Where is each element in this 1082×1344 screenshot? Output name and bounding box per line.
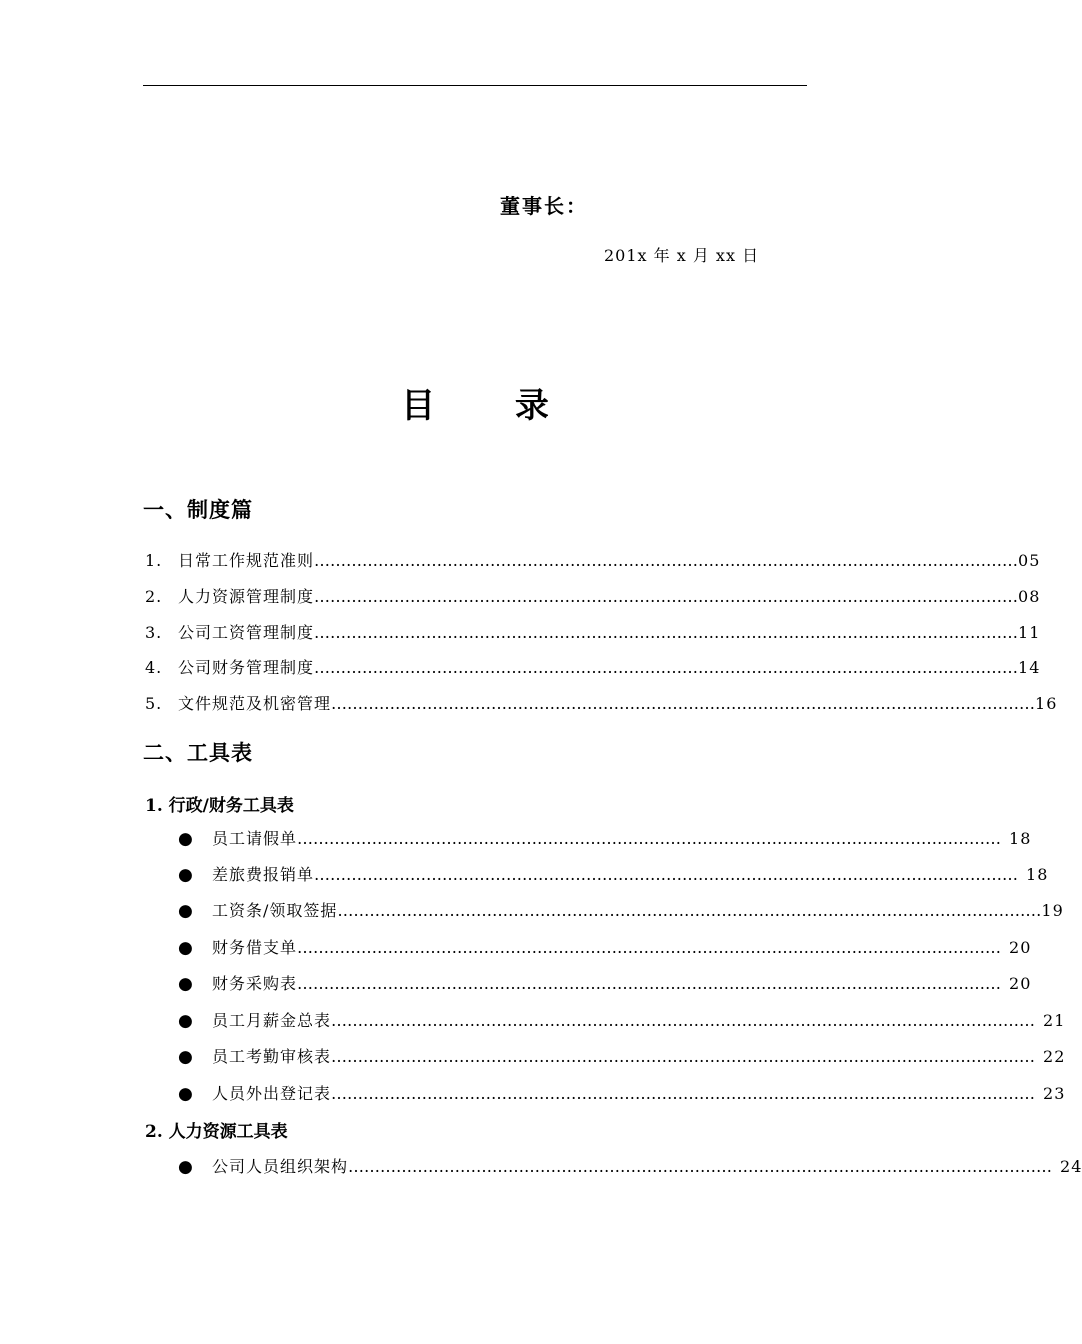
section-heading-tools: 二、工具表 xyxy=(143,740,253,765)
toc-entry[interactable] xyxy=(178,971,1032,994)
dot-leader: …………………………………………………………………………………………………………………… xyxy=(331,1084,1036,1103)
entry-label: 工资条/领取签据 xyxy=(212,901,338,920)
entry-page: 23 xyxy=(1043,1084,1066,1103)
entry-page: 11 xyxy=(1018,623,1041,642)
entry-label: 差旅费报销单 xyxy=(212,865,315,884)
entry-label: 财务采购表 xyxy=(212,974,298,993)
dot-leader: …………………………………………………………………………………………………………………… xyxy=(297,829,1002,848)
toc-entry[interactable] xyxy=(178,1154,1082,1177)
entry-page: 18 xyxy=(1009,829,1032,848)
entry-page: 22 xyxy=(1043,1047,1066,1066)
dot-leader: …………………………………………………………………………………………………………………… xyxy=(297,938,1002,957)
toc-entry[interactable] xyxy=(145,655,1041,678)
chairman-label: 董事长： xyxy=(500,194,588,218)
header-rule xyxy=(143,85,807,86)
toc-entry[interactable] xyxy=(178,935,1032,958)
entry-page: 05 xyxy=(1018,551,1041,570)
dot-leader: …………………………………………………………………………………………………………………… xyxy=(331,1047,1036,1066)
entry-label: 人员外出登记表 xyxy=(212,1084,332,1103)
entry-label: 文件规范及机密管理 xyxy=(178,694,332,713)
entry-page: 18 xyxy=(1026,865,1049,884)
toc-entry[interactable] xyxy=(145,584,1041,607)
toc-entry[interactable] xyxy=(145,620,1041,643)
entry-page: 20 xyxy=(1009,974,1032,993)
group-title-admin-finance: 1. 行政/财务工具表 xyxy=(145,796,294,816)
dot-leader: …………………………………………………………………………………………………………………… xyxy=(314,658,1019,677)
toc-entry[interactable] xyxy=(178,1044,1066,1067)
bullet-icon: ● xyxy=(178,938,194,958)
entry-label: 公司工资管理制度 xyxy=(178,623,315,642)
toc-entry[interactable] xyxy=(178,862,1049,885)
toc-entry[interactable] xyxy=(178,826,1032,849)
signature-date: 201x 年 x 月 xx 日 xyxy=(604,246,760,265)
bullet-icon: ● xyxy=(178,865,194,885)
entry-label: 日常工作规范准则 xyxy=(178,551,315,570)
bullet-icon: ● xyxy=(178,1011,194,1031)
bullet-icon: ● xyxy=(178,1157,194,1177)
entry-page: 19 xyxy=(1041,901,1064,920)
entry-page: 24 xyxy=(1060,1157,1082,1176)
dot-leader: …………………………………………………………………………………………………………………… xyxy=(314,551,1019,570)
dot-leader: …………………………………………………………………………………………………………………… xyxy=(314,587,1019,606)
entry-label: 公司人员组织架构 xyxy=(212,1157,349,1176)
entry-number: 1. xyxy=(145,551,163,570)
dot-leader: …………………………………………………………………………………………………………………… xyxy=(348,1157,1053,1176)
entry-page: 20 xyxy=(1009,938,1032,957)
toc-entry[interactable] xyxy=(178,898,1064,921)
entry-label: 员工月薪金总表 xyxy=(212,1011,332,1030)
entry-page: 21 xyxy=(1043,1011,1066,1030)
entry-page: 16 xyxy=(1035,694,1058,713)
dot-leader: …………………………………………………………………………………………………………………… xyxy=(297,974,1002,993)
entry-page: 08 xyxy=(1018,587,1041,606)
entry-page: 14 xyxy=(1018,658,1041,677)
toc-entry[interactable] xyxy=(145,691,1058,714)
entry-label: 公司财务管理制度 xyxy=(178,658,315,677)
toc-entry[interactable] xyxy=(178,1081,1066,1104)
entry-label: 人力资源管理制度 xyxy=(178,587,315,606)
entry-number: 3. xyxy=(145,623,163,642)
entry-number: 2. xyxy=(145,587,163,606)
dot-leader: …………………………………………………………………………………………………………………… xyxy=(331,1011,1036,1030)
entry-number: 5. xyxy=(145,694,163,713)
section-heading-policies: 一、制度篇 xyxy=(143,497,253,522)
entry-label: 员工考勤审核表 xyxy=(212,1047,332,1066)
bullet-icon: ● xyxy=(178,974,194,994)
dot-leader: …………………………………………………………………………………………………………………… xyxy=(331,694,1036,713)
entry-label: 员工请假单 xyxy=(212,829,298,848)
dot-leader: …………………………………………………………………………………………………………………… xyxy=(337,901,1042,920)
dot-leader: …………………………………………………………………………………………………………………… xyxy=(314,623,1019,642)
bullet-icon: ● xyxy=(178,1084,194,1104)
bullet-icon: ● xyxy=(178,1047,194,1067)
toc-entry[interactable] xyxy=(178,1008,1066,1031)
bullet-icon: ● xyxy=(178,901,194,921)
dot-leader: …………………………………………………………………………………………………………………… xyxy=(314,865,1019,884)
group-title-hr: 2. 人力资源工具表 xyxy=(145,1122,288,1142)
entry-number: 4. xyxy=(145,658,163,677)
toc-entry[interactable] xyxy=(145,548,1041,571)
entry-label: 财务借支单 xyxy=(212,938,298,957)
toc-title: 目 录 xyxy=(401,386,583,426)
bullet-icon: ● xyxy=(178,829,194,849)
